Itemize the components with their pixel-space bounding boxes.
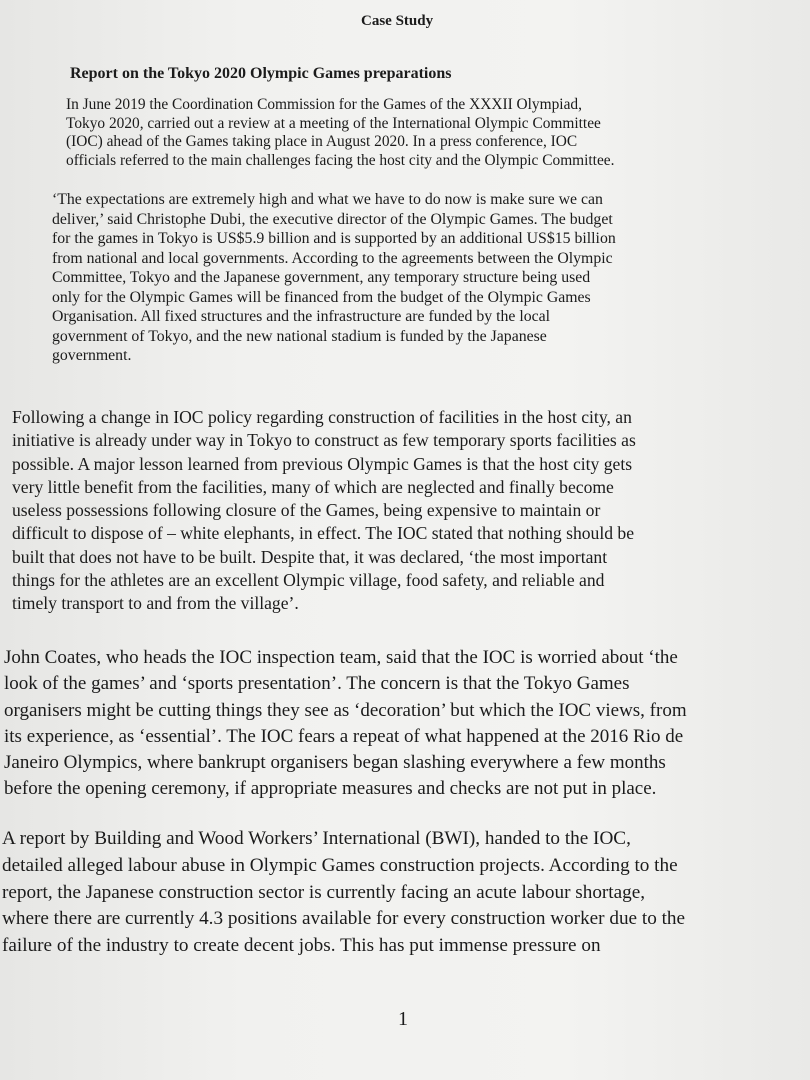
text-line: possible. A major lesson learned from previous Olympic Games is that the host city gets: [12, 453, 633, 474]
text-line: only for the Olympic Games will be financed from the budget of the Olympic Games: [52, 288, 591, 306]
text-line: Organisation. All fixed structures and the infrastructure are funded by the local: [52, 308, 551, 325]
text-line: Tokyo 2020, carried out a review at a meeting of the International Olympic Committee: [66, 114, 601, 132]
text-line: Janeiro Olympics, where bankrupt organisers began slashing everywhere a few months: [4, 752, 666, 774]
text-line: look of the games’ and ‘sports presentation’. The concern is that the Tokyo Games: [4, 673, 630, 695]
text-line: timely transport to and from the village’.: [12, 593, 299, 614]
paragraph-3: [12, 406, 636, 616]
text-line: initiative is already under way in Tokyo to construct as few temporary sports facilities as: [12, 430, 636, 451]
text-line: difficult to dispose of – white elephants, in effect. The IOC stated that nothing should be: [12, 523, 635, 544]
page-number: 1: [398, 1008, 408, 1030]
text-line: deliver,’ said Christophe Dubi, the executive director of the Olympic Games. The budget: [52, 210, 613, 228]
text-line: built that does not have to be built. Despite that, it was declared, ‘the most important: [12, 546, 608, 567]
text-line: its experience, as ‘essential’. The IOC fears a repeat of what happened at the 2016 Rio de: [4, 725, 684, 747]
text-line: from national and local governments. According to the agreements between the Olympic: [52, 249, 613, 267]
text-line: things for the athletes are an excellent Olympic village, food safety, and reliable and: [12, 570, 605, 591]
text-line: report, the Japanese construction sector is currently facing an acute labour shortage,: [2, 881, 646, 903]
text-line: Committee, Tokyo and the Japanese government, any temporary structure being used: [52, 269, 591, 286]
text-line: Following a change in IOC policy regarding construction of facilities in the host city, an: [12, 407, 632, 427]
paragraph-1: [66, 96, 614, 170]
report-title: Report on the Tokyo 2020 Olympic Games preparations: [70, 65, 452, 82]
text-line: detailed alleged labour abuse in Olympic Games construction projects. According to the: [2, 854, 678, 876]
text-line: useless possessions following closure of the Games, being expensive to maintain or: [12, 500, 601, 521]
text-line: ‘The expectations are extremely high and what we have to do now is make sure we can: [52, 191, 603, 208]
text-line: failure of the industry to create decent jobs. This has put immense pressure on: [2, 935, 601, 957]
text-line: (IOC) ahead of the Games taking place in August 2020. In a press conference, IOC: [66, 133, 578, 151]
text-line: organisers might be cutting things they see as ‘decoration’ but which the IOC views, from: [4, 699, 687, 721]
text-line: A report by Building and Wood Workers’ International (BWI), handed to the IOC,: [2, 828, 631, 849]
text-line: very little benefit from the facilities, many of which are neglected and finally become: [12, 476, 614, 497]
text-line: government.: [52, 347, 132, 364]
text-line: before the opening ceremony, if appropriate measures and checks are not put in place.: [4, 778, 657, 800]
text-line: where there are currently 4.3 positions available for every construction worker due to the: [2, 908, 686, 930]
paragraph-5: [2, 826, 685, 960]
paragraph-2: [52, 190, 616, 366]
text-line: government of Tokyo, and the new national stadium is funded by the Japanese: [52, 327, 547, 345]
paragraph-4: [4, 645, 687, 803]
text-line: officials referred to the main challenges facing the host city and the Olympic Committee.: [66, 151, 615, 169]
text-line: for the games in Tokyo is US$5.9 billion and is supported by an additional US$15 billion: [52, 230, 616, 247]
text-line: John Coates, who heads the IOC inspection team, said that the IOC is worried about ‘the: [4, 647, 678, 668]
text-line: In June 2019 the Coordination Commission for the Games of the XXXII Olympiad,: [66, 96, 582, 113]
case-study-header: Case Study: [361, 13, 434, 29]
